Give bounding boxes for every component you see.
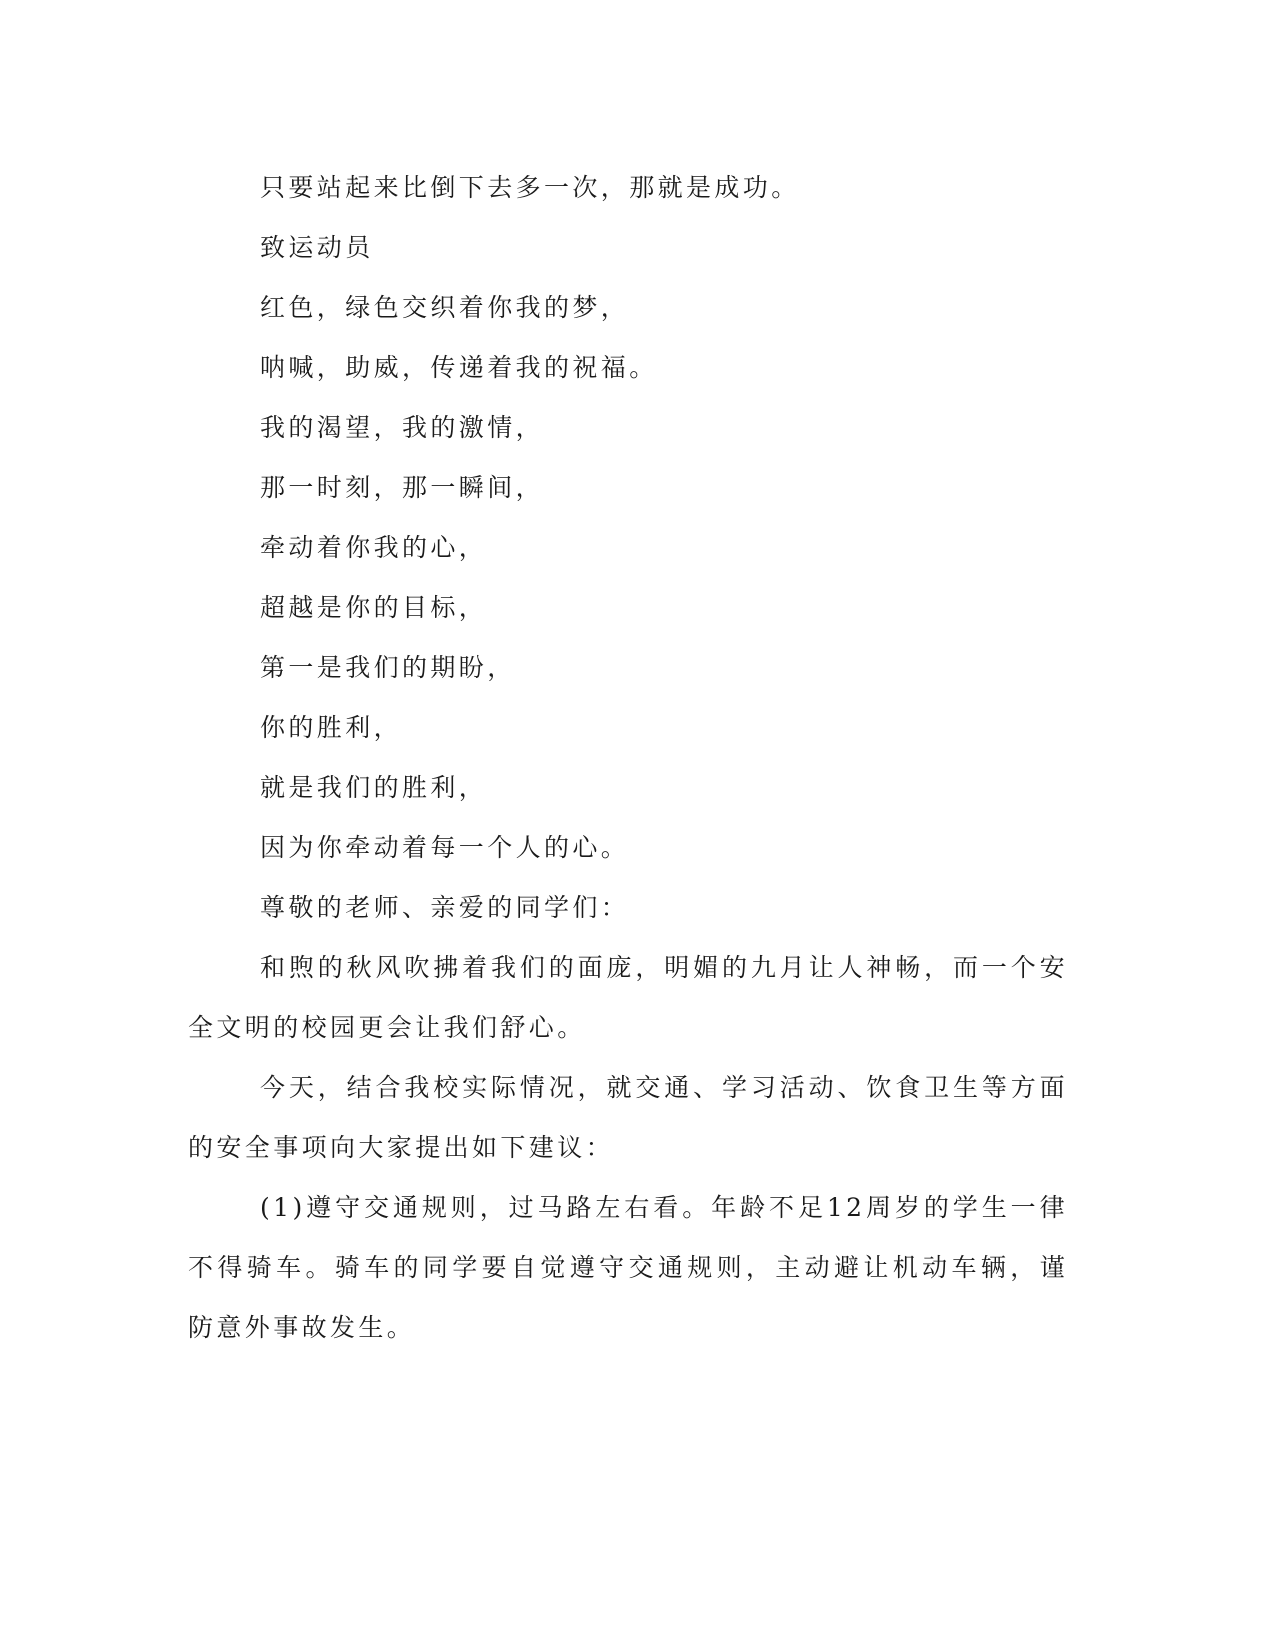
speech-paragraph: (1)遵守交通规则，过马路左右看。年龄不足12周岁的学生一律不得骑车。骑车的同学要自觉遵守交通规则，主动避让机动车辆，谨防意外事故发生。 <box>188 1193 1068 1342</box>
poem-line: 那一时刻，那一瞬间， <box>260 473 545 502</box>
document-body <box>188 158 1068 1358</box>
poem-line: 第一是我们的期盼， <box>260 653 516 682</box>
poem-line: 呐喊，助威，传递着我的祝福。 <box>260 353 658 382</box>
speech-paragraph: 今天，结合我校实际情况，就交通、学习活动、饮食卫生等方面的安全事项向大家提出如下建议： <box>188 1073 1068 1162</box>
poem-line: 红色，绿色交织着你我的梦， <box>260 293 630 322</box>
poem-line: 超越是你的目标， <box>260 593 488 622</box>
poem-title: 致运动员 <box>260 233 374 262</box>
speech-paragraph: 和煦的秋风吹拂着我们的面庞，明媚的九月让人神畅，而一个安全文明的校园更会让我们舒心。 <box>188 953 1068 1042</box>
poem-line: 你的胜利， <box>260 713 403 742</box>
poem-line: 就是我们的胜利， <box>260 773 488 802</box>
text-line: 只要站起来比倒下去多一次，那就是成功。 <box>260 173 800 202</box>
poem-line: 我的渴望，我的激情， <box>260 413 545 442</box>
poem-line: 牵动着你我的心， <box>260 533 488 562</box>
poem-line: 因为你牵动着每一个人的心。 <box>260 833 630 862</box>
speech-greeting: 尊敬的老师、亲爱的同学们： <box>260 893 630 922</box>
